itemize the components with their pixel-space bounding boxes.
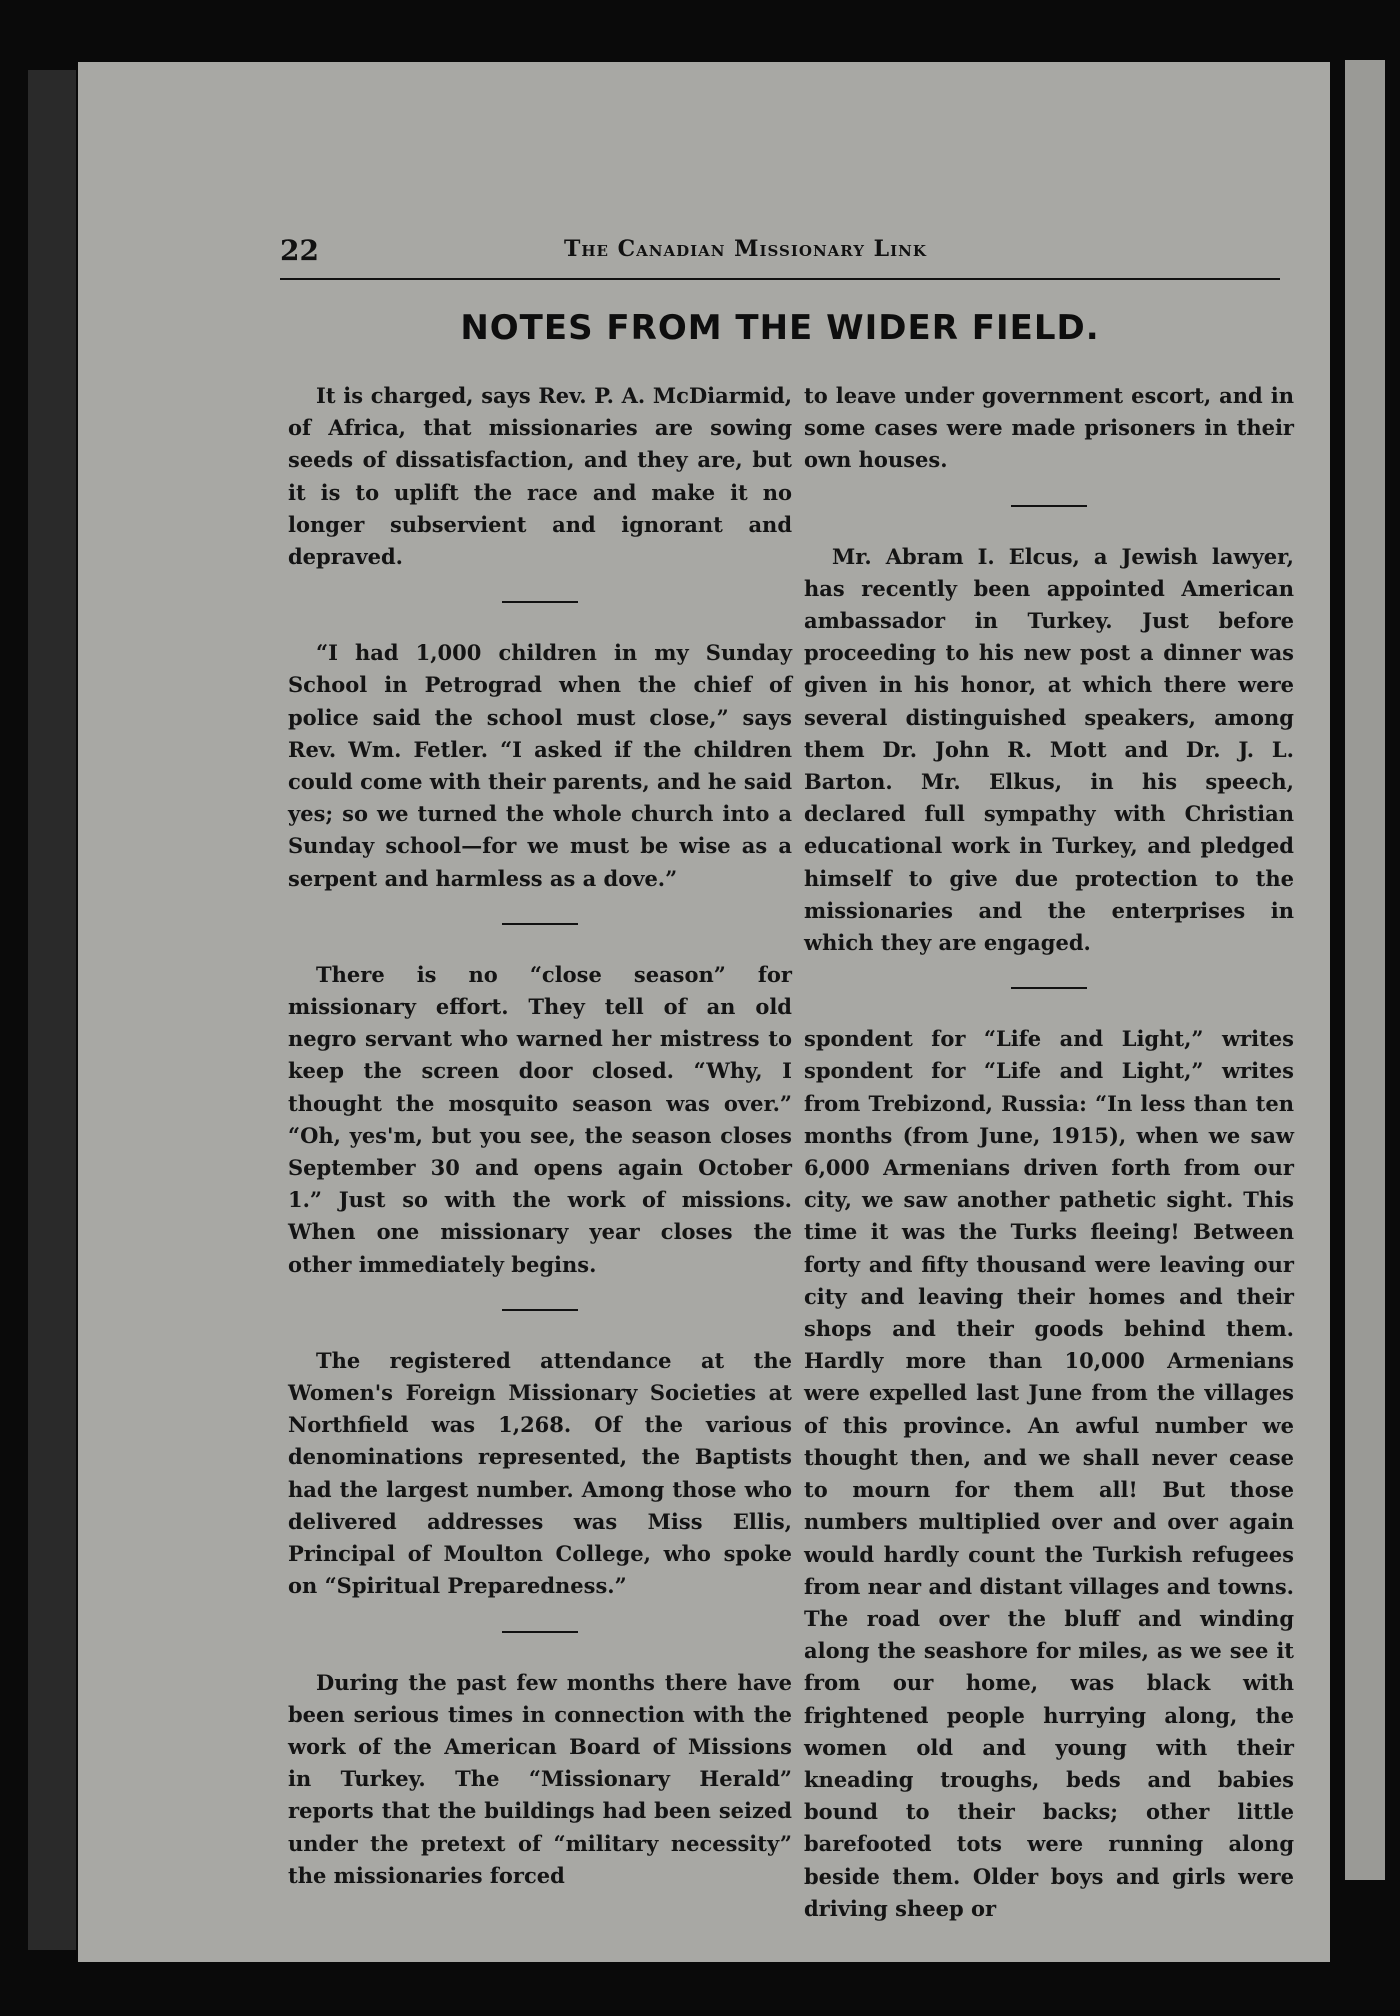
- book-binding-edge: [28, 70, 76, 1950]
- note-paragraph: Mr. Abram I. Elcus, a Jewish lawyer, has recently been appointed American ambassador in Turkey. Just before proceeding to his new post a dinner was given in his honor, at which there were several distinguished speakers, among them Dr. John R. Mott and Dr. J. L. Barton. Mr. Elkus, in his speech, declared full sympathy with Christian educational work in Turkey, and pledged himself to give due protection to the missionaries and the enterprises in which they are engaged.: [804, 543, 1294, 956]
- separator-rule: [502, 1631, 578, 1633]
- header-rule: [280, 278, 1280, 280]
- page-number: 22: [280, 234, 319, 267]
- adjacent-page-edge: [1345, 60, 1385, 1880]
- article-headline: NOTES FROM THE WIDER FIELD.: [460, 308, 1100, 348]
- left-column: [288, 380, 792, 1892]
- separator-rule: [502, 1309, 578, 1311]
- separator-rule: [502, 923, 578, 925]
- note-paragraph: “I had 1,000 children in my Sunday School in Petrograd when the chief of police said the school must close,” says Rev. Wm. Fetler. “I asked if the children could come with their parents, and he said yes; so we turned the whole church into a Sunday school—for we must be wise as a serpent and harmless as a dove.”: [288, 640, 792, 891]
- separator-rule: [1011, 505, 1087, 507]
- note-paragraph: There is no “close season” for missionary effort. They tell of an old negro servant who warned her mistress to keep the screen door closed. “Why, I thought the mosquito season was over.” “Oh, yes'm, but you see, the season closes September 30 and opens again October 1.” Just so with the work of missions. When one missionary year closes the other immediately begins.: [288, 961, 792, 1277]
- running-title: The Canadian Missionary Link: [564, 236, 927, 262]
- note-paragraph: spondent for “Life and Light,” writes spondent for “Life and Light,” writes from Trebizond, Russia: “In less than ten months (from June, 1915), when we saw 6,000 Armenians driven forth from our city, we saw another pathetic sight. This time it was the Turks fleeing! Between forty and fifty thousand were leaving our city and leaving their homes and their shops and their goods behind them. Hardly more than 10,000 Armenians were expelled last June from the villages of this province. An awful number we thought then, and we shall never cease to mourn for them all! But those numbers multiplied over and over again would hardly count the Turkish refugees from near and distant villages and towns. The road over the bluff and winding along the seashore for miles, as we see it from our home, was black with frightened people hurrying along, the women old and young with their kneading troughs, beds and babies bound to their backs; other little barefooted tots were running along beside them. Older boys and girls were driving sheep or: [804, 1026, 1294, 1921]
- separator-rule: [1011, 987, 1087, 989]
- note-paragraph: The registered attendance at the Women's Foreign Missionary Societies at Northfield was 1,268. Of the various denominations represented, the Baptists had the largest number. Among those who delivered addresses was Miss Ellis, Principal of Moulton College, who spoke on “Spiritual Preparedness.”: [288, 1347, 792, 1599]
- right-column: [804, 380, 1294, 1925]
- note-paragraph: It is charged, says Rev. P. A. McDiarmid, of Africa, that missionaries are sowing seeds of dissatisfaction, and they are, but it is to uplift the race and make it no longer subservient and ignorant and depraved.: [288, 383, 792, 570]
- note-paragraph: to leave under government escort, and in some cases were made prisoners in their own houses.: [804, 383, 1294, 473]
- separator-rule: [502, 601, 578, 603]
- note-paragraph: During the past few months there have been serious times in connection with the work of the American Board of Missions in Turkey. The “Missionary Herald” reports that the buildings had been seized under the pretext of “military necessity” the missionaries forced: [288, 1669, 792, 1888]
